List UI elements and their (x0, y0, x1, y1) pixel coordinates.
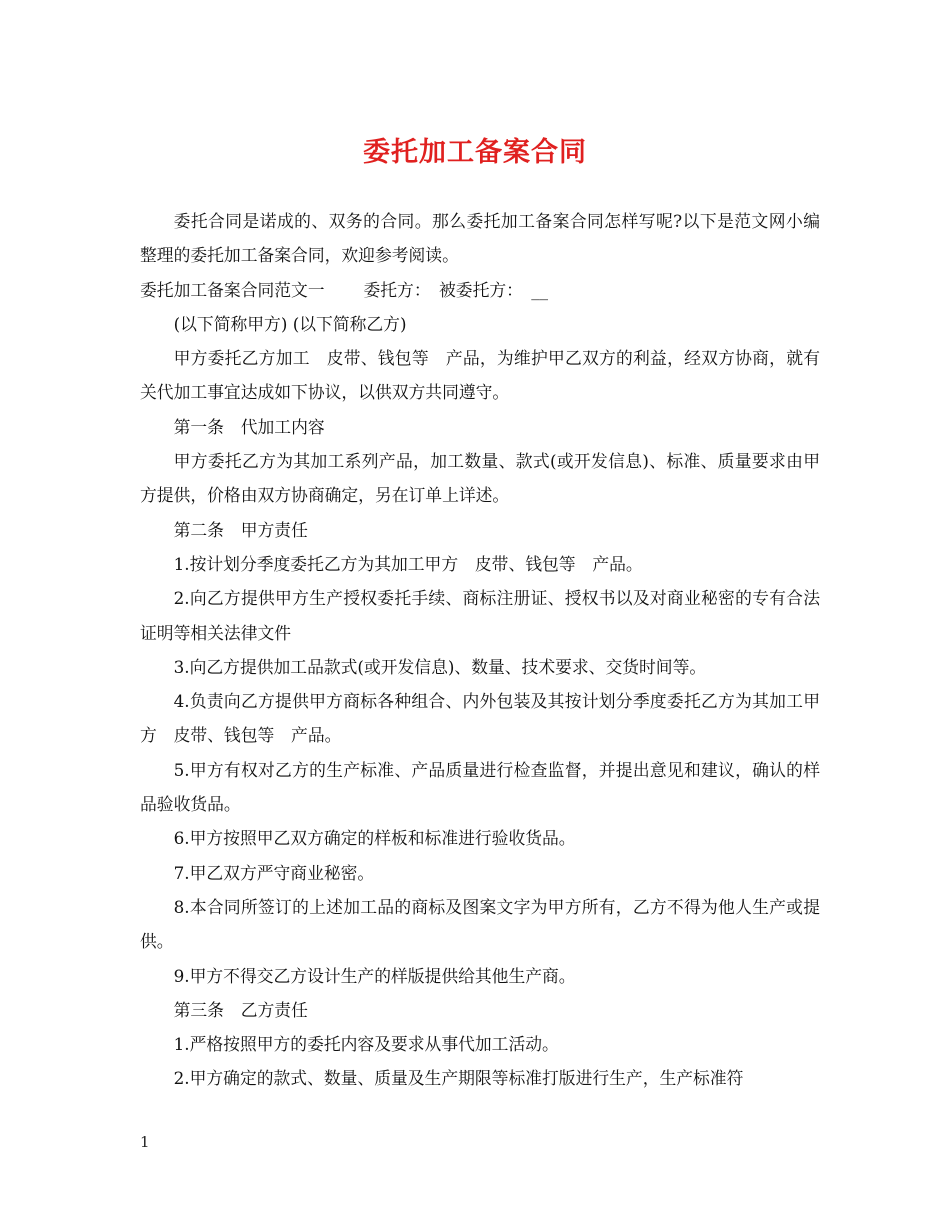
clause-item: 7.甲乙双方严守商业秘密。 (173, 862, 375, 883)
page-number: 1 (140, 1133, 150, 1151)
clause-item: 4.负责向乙方提供甲方商标各种组合、内外包装及其按计划分季度委托乙方为其加工甲方 皮带、钱包等 产品。 (140, 691, 820, 746)
paragraph-article-1: 甲方委托乙方为其加工系列产品，加工数量、款式(或开发信息)、标准、质量要求由甲方提供，价格由双方协商确定，另在订单上详述。 (140, 451, 820, 506)
document-title: 委托加工备案合同 (363, 137, 587, 168)
paragraph-intro: 委托合同是诺成的、双务的合同。那么委托加工备案合同怎样写呢?以下是范文网小编整理的委托加工备案合同，欢迎参考阅读。 (140, 211, 820, 266)
clause-item: 5.甲方有权对乙方的生产标准、产品质量进行检查监督，并提出意见和建议，确认的样品验收货品。 (140, 759, 820, 815)
paragraph-parties: 委托加工备案合同范文一 委托方： 被委托方： __ (140, 279, 549, 300)
clause-item: 6.甲方按照甲乙双方确定的样板和标准进行验收货品。 (173, 828, 576, 849)
clause-item: 1.严格按照甲方的委托内容及要求从事代加工活动。 (173, 1034, 559, 1055)
article-heading-2: 第二条 甲方责任 (173, 519, 308, 540)
article-heading-1: 第一条 代加工内容 (173, 416, 325, 437)
paragraph-preamble: 甲方委托乙方加工 皮带、钱包等 产品，为维护甲乙双方的利益，经双方协商，就有关代加工事宜达成如下协议，以供双方共同遵守。 (140, 348, 820, 403)
document-body (140, 204, 820, 1096)
clause-item: 9.甲方不得交乙方设计生产的样版提供给其他生产商。 (173, 965, 576, 986)
clause-item: 8.本合同所签订的上述加工品的商标及图案文字为甲方所有，乙方不得为他人生产或提供。 (140, 896, 820, 952)
article-heading-3: 第三条 乙方责任 (173, 999, 308, 1020)
clause-item: 2.向乙方提供甲方生产授权委托手续、商标注册证、授权书以及对商业秘密的专有合法证明等相关法律文件 (140, 588, 820, 643)
clause-item: 3.向乙方提供加工品款式(或开发信息)、数量、技术要求、交货时间等。 (173, 656, 707, 677)
clause-item: 2.甲方确定的款式、数量、质量及生产期限等标准打版进行生产，生产标准符 (173, 1068, 744, 1089)
clause-item: 1.按计划分季度委托乙方为其加工甲方 皮带、钱包等 产品。 (173, 553, 643, 574)
paragraph-abbreviations: (以下简称甲方) (以下简称乙方) (173, 313, 407, 334)
